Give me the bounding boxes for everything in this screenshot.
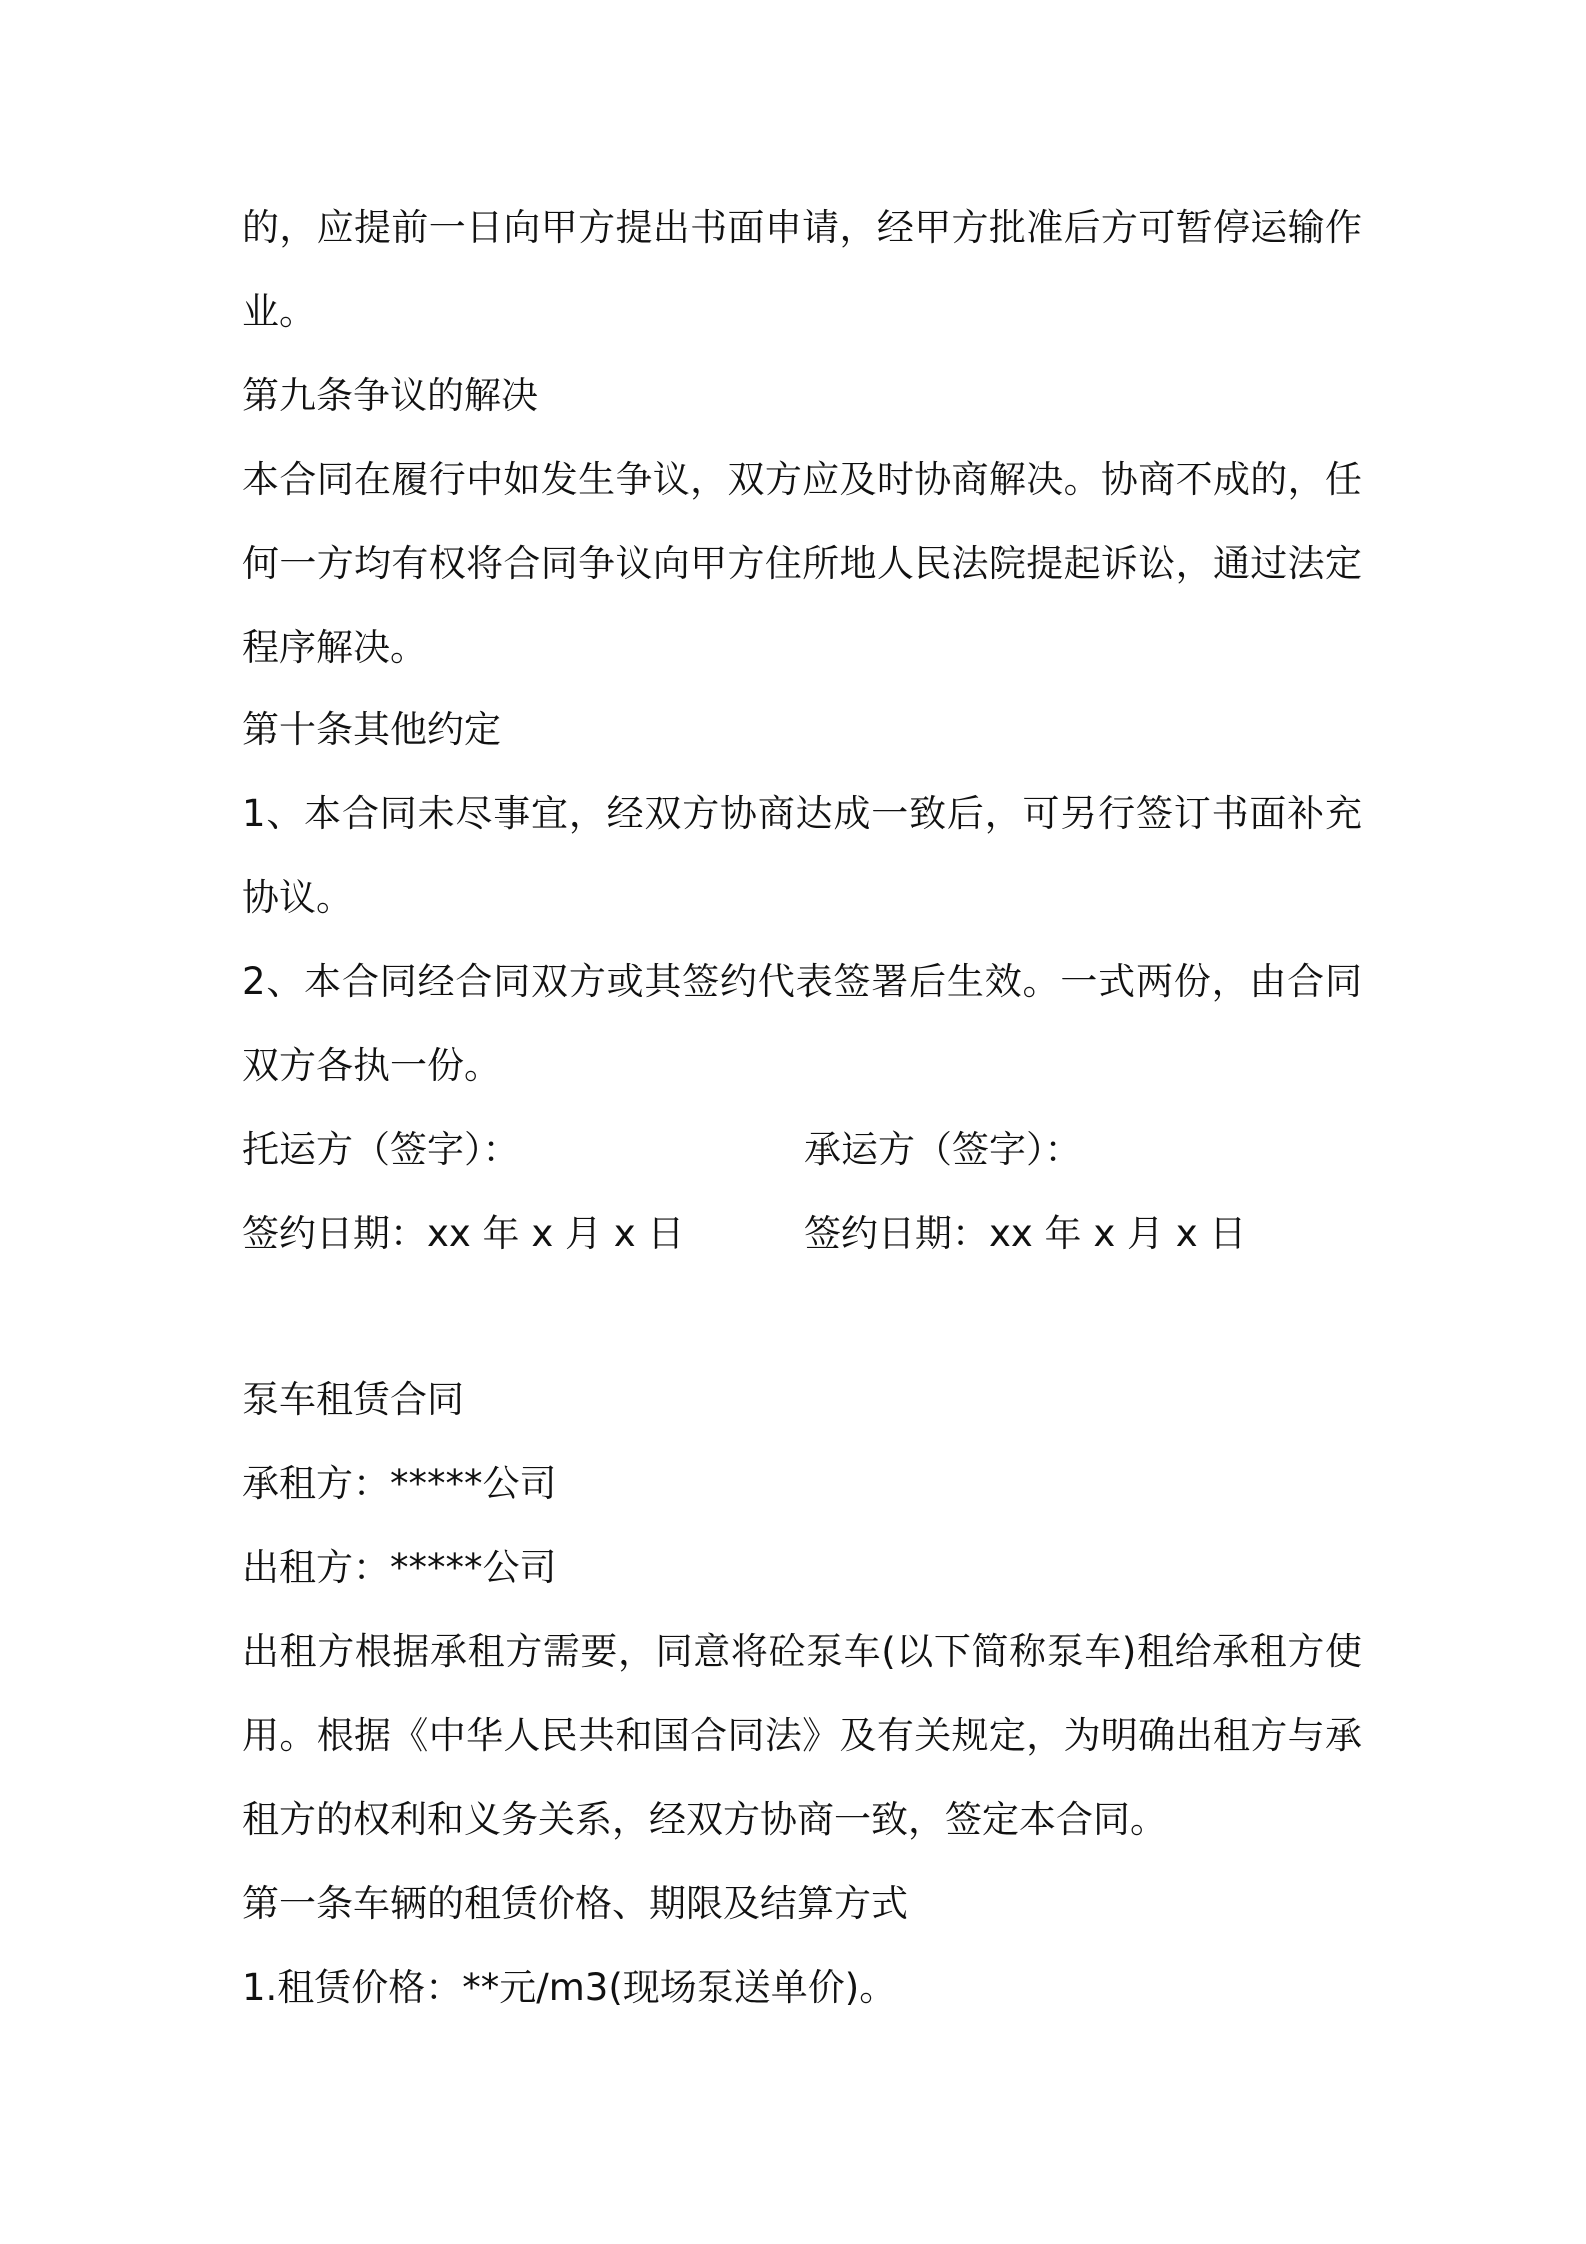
shipper-sign-date: 签约日期：xx 年 x 月 x 日 [242,1212,685,1255]
article10-item2: 2、本合同经合同双方或其签约代表签署后生效。一式两份，由合同双方各执一份。 [242,960,1362,1087]
shipper-signature-label: 托运方（签字）： [242,1128,520,1171]
article9-title: 第九条争议的解决 [242,374,538,417]
lessee-line: 承租方：*****公司 [242,1462,557,1505]
carrier-signature-label: 承运方（签字）： [804,1128,1082,1171]
contract2-article1-title: 第一条车辆的租赁价格、期限及结算方式 [242,1882,908,1925]
article10-item1: 1、本合同未尽事宜，经双方协商达成一致后，可另行签订书面补充协议。 [242,792,1362,919]
continued-paragraph: 的，应提前一日向甲方提出书面申请，经甲方批准后方可暂停运输作业。 [242,206,1362,333]
article9-body: 本合同在履行中如发生争议，双方应及时协商解决。协商不成的，任何一方均有权将合同争议向甲方住所地人民法院提起诉讼，通过法定程序解决。 [242,458,1362,669]
article10-title: 第十条其他约定 [242,708,501,751]
lessor-line: 出租方：*****公司 [242,1546,557,1589]
carrier-sign-date: 签约日期：xx 年 x 月 x 日 [804,1212,1247,1255]
contract2-title: 泵车租赁合同 [242,1378,464,1421]
rental-price-item: 1.租赁价格：**元/m3(现场泵送单价)。 [242,1966,897,2009]
contract2-intro: 出租方根据承租方需要，同意将砼泵车(以下简称泵车)租给承租方使用。根据《中华人民共和国合同法》及有关规定，为明确出租方与承租方的权利和义务关系，经双方协商一致，签定本合同。 [242,1630,1362,1841]
